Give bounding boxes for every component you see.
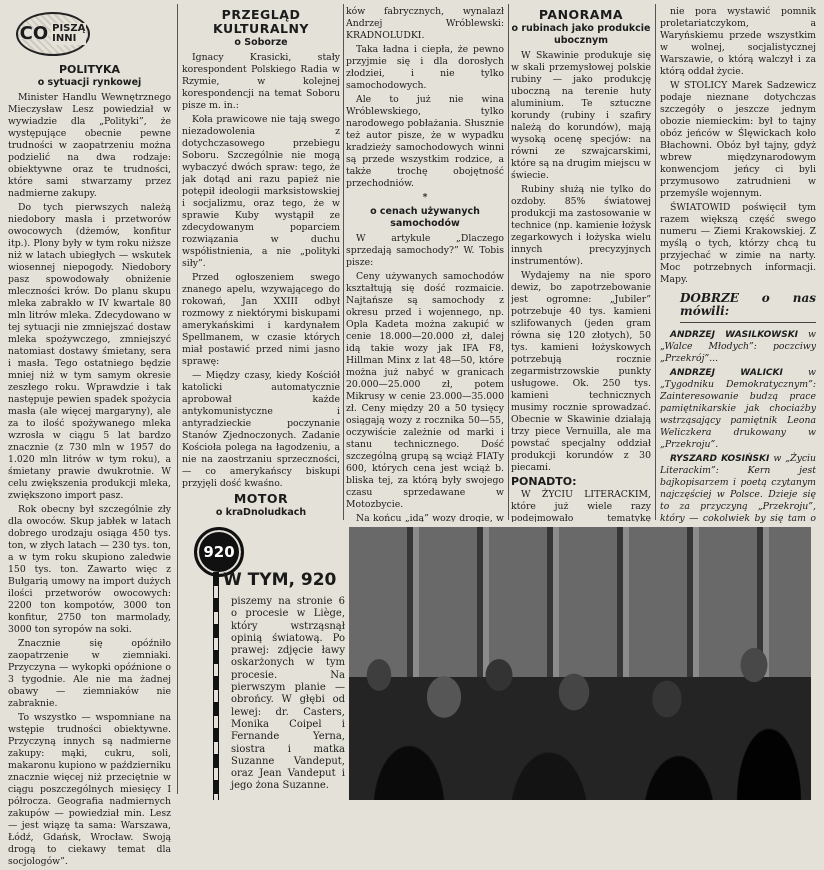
column-divider [343,4,344,520]
article-paragraph: To wszystko — wspomniane na wstępie trudności obiektywne. Przyczyną innych są nadmierne zakupy: mąki, cukru, soli, makaronu kupiono w październiku znacznie więcej niż przeciętnie w ciągu poszczególnych miesięcy I półrocza. Geografia nadmiernych zakupów — powiedział min. Lesz — jest wiązę ta sama: Warszawa, Łódź, Gdańsk, Wrocław. Swoją drogą to ciekawy temat dla socjologów”. [8,712,171,867]
column-panorama [511,6,651,522]
feature-caption: piszemy na stronie 6 o procesie w Liège, który wstrząsnął opinią światową. Po prawej: zdjęcie ławy oskarżonych w tym procesie. Na pierwszym planie — obrońcy. W głębi od lewej: dr. Casters, Monika Coipel i Fernande Yerna, siostra i matka Suzanne Vandeput, oraz Jean Vandeput i jego żona Suzanne. [231,596,345,792]
road-sign-920: 920 [194,527,244,577]
article-paragraph: W ŻYCIU LITERACKIM, które już wiele razy podejmowało tematykę [511,489,651,522]
article-paragraph: ków fabrycznych, wynalazł Andrzej Wróblewski: KRADNOLUDKI. [346,6,504,41]
separator-star: * [422,192,428,203]
article-paragraph: W artykule „Dlaczego sprzedają samochody?” W. Tobis pisze: [346,233,504,268]
column-divider [655,4,656,520]
column-przeglad-kulturalny [182,6,340,522]
article-paragraph: Minister Handlu Wewnętrznego Mieczysław Lesz powiedział w wywiadzie dla „Polityki”, że występujące obecnie pewne trudności w zaopatrzeniu można podzielić na dwa rodzaje: obiektywne oraz te trudności, które sami stwarzamy przez nadmierne zakupy. [8,92,171,199]
article-paragraph: Do tych pierwszych należą niedobory masła i przetworów owocowych (dżemów, konfitur itp.). Plony były w tym roku niższe niż w latach ubiegłych — wskutek wiosennej niepogody. Niedobory pasz spowodowały obniżenie mleczności krów. Do planu skupu mleka zabrakło w IV kwartale 80 mln litrów mleka. Zdecydowano w tej sytuacji nie zmniejszać dostaw mleka spożywczego, zmniejszyć natomiast dostawy śmietany, sera i masła. Tego ostatniego będzie mniej niż w tym samym okresie zeszłego roku. Wprawdzie i tak następuje pewien spadek spożycia masła (ale więcej margaryny), ale za to ilość spożywanego mleka wzrosła w ciągu 5 lat bardzo znacznie (z 730 mln w 1957 do 1.020 mln litrów w tym roku), a śmietany prawie dwukrotnie. W celu zwiększenia produkcji mleka, zwiększono import pasz. [8,202,171,501]
column-divider [177,4,178,794]
article-paragraph: Koła prawicowe nie tają swego niezadowolenia z dotychczasowego przebiegu Soboru. Szczególnie nie mogą wybaczyć dwóch spraw: tego, że jak dotąd ani razu papież nie potępił ideologii marksistowskiej i socjalizmu, oraz tego, że w sprawie Kuby wystąpił ze zdecydowanym poparciem rozwiązania w duchu współistnienia, a nie „polityki siły”. [182,114,340,269]
article-paragraph: — Między czasy, kiedy Kościół katolicki automatycznie aprobował każde antykomunistyczne i antyradzieckie poczynanie Stanów Zjednoczonych. Zadanie Kościoła polega na łagodzeniu, a nie na zaostrzaniu sprzeczności, — co amerykańscy biskupi przyjęli dość kwaśno. [182,370,340,489]
article-paragraph: Taka ładna i ciepła, że pewno przyjmie się i dla dorosłych złodziei, i nie tylko samochodowych. [346,44,504,91]
article-paragraph: ŚWIATOWID poświęcił tym razem większą część swego numeru — Ziemi Krakowskiej. Z myślą o tych, którzy chcą tu przyjechać w zimie na narty. Moc potrzebnych informacji. Mapy. [660,202,816,285]
subheading-rubiny: o rubinach jako produkcie ubocznym [511,23,651,46]
section-heading-panorama: PANORAMA [538,7,624,22]
section-heading-polityka: POLITYKA [58,63,121,76]
subheading-sytuacja-rynkowa: o sytuacji rynkowej [37,77,142,88]
subheading-ceny-samochodow: o cenach używanych samochodów [370,206,480,229]
section-heading-motor: MOTOR [233,491,289,506]
article-paragraph: Rok obecny był szczególnie zły dla owoców. Skup jabłek w latach dobrego urodzaju osiąga 450 tys. ton, w złych latach — 230 tys. ton, a w tym roku skupiono zaledwie 150 tys. ton. Zawarto więc z Bułgarią umowy na import dużych ilości przetworów owocowych: 2200 ton kompotów, 3000 ton konfitur, 2750 ton marmolady, 3000 ton syropów na soki. [8,504,171,635]
article-paragraph: Na końcu „idą” wozy drogie, w [356,513,504,522]
article-paragraph: Rubiny służą nie tylko do ozdoby. 85% światowej produkcji ma zastosowanie w technice (np. kamienie łożysk zegarkowych i łożyska wielu innych precyzyjnych instrumentów). [511,184,651,267]
article-paragraph: Ale to już nie wina Wróblewskiego, tylko narodowego pobłażania. Słusznie też autor pisze, że w wypadku kradzieży samochodowych winni są przede wszystkim rodzice, a także trochę obojętność przechodniów. [346,94,504,189]
sign-pole [213,572,219,800]
quote-item: ANDRZEJ WALICKI w „Tygodniku Demokratycznym”: Zainteresowanie budzą prace pamiętnikarskie jak chociażby wstrząsający pamiętnik Leona Weliczkera drukowany w „Przekroju”. [660,367,816,450]
co-pisza-inni-logo: CO PISZĄ INNI [16,12,90,56]
article-paragraph: Ignacy Krasicki, stały korespondent Polskiego Radia w Rzymie, w kolejnej korespondencji na temat Soboru pisze m. in.: [182,52,340,111]
article-paragraph: W STOLICY Marek Sadzewicz podaje nieznane dotychczas szczegóły o jeszcze jednym obozie niemieckim: był to tajny obóz jeńców w Ślęwickach koło Błachowni. Obóz był tajny, gdyż wbrew międzynarodowym konwencjom jeńcy ci byli przymusowo zatrudnieni w przemyśle wojennym. [660,80,816,199]
section-heading-ponadto: PONADTO: [511,475,577,488]
article-paragraph: W Skawinie produkuje się w skali przemysłowej polskie rubiny — jako produkcję uboczną na terenie huty aluminium. Te sztuczne korundy (rubiny i szafiry należą do korundów), mają wysoką ocenę specjów: na równi ze szwajcarskimi, które są na drugim miejscu w świecie. [511,50,651,181]
column-ponadto-dobrze [660,6,816,526]
dobrze-o-nas-mowili-heading: DOBRZE o nas mówili: [680,292,816,323]
article-paragraph: nie pora wystawić pomnik proletariatczykom, a Waryńskiemu przede wszystkim w wolnej, socjalistycznej Warszawie, o którą walczył i za którą oddał życie. [660,6,816,77]
article-paragraph: Ceny używanych samochodów kształtują się dość rozmaicie. Najtańsze są samochody z okresu przed i wojennego, np. Opla Kadeta można zakupić w cenie 18.000—20.000 zł, dalej idą takie wozy jak IFA F8, Hillman Minx z lat 48—50, które można już nabyć w granicach 20.000—25.000 zł, potem Mikrusy w cenie 23.000—35.000 zł. Ceny między 20 a 50 tysięcy osiągają wozy z rocznika 50—55, oczywiście zależnie od marki i stanu technicznego. Dość szczególną grupą są wciąż FIATy 600, których cena jest wciąż b. bliska tej, za którą były swojego czasu sprzedawane w Motozbycie. [346,271,504,510]
subheading-kradnoludki: o kraDnoludkach [215,507,307,518]
section-heading-przeglad-kulturalny: PRZEGLĄD KULTURALNY [213,7,309,36]
article-paragraph: Wydajemy na nie sporo dewiz, bo zapotrzebowanie jest ogromne: „Jubiler” potrzebuje 40 tys. kamieni szlifowanych (jeden gram równa się 120 złotych), 50 tys. kamieni łożyskowych potrzebują rocznie zegarmistrzowskie punkty usługowe. Ok. 250 tys. kamieni technicznych musimy rocznie sprowadzać. Obecnie w Skawinie działają trzy piece Vernuilla, ale ma powstać specjalny oddział produkcji korundów z 30 piecami. [511,270,651,473]
quote-item: RYSZARD KOSIŃSKI w „Życiu Literackim”: Kern jest bajkopisarzem i poetą czytanym najczęściej w Polsce. Dzieje się to za przyczyną „Przekroju”, który — cokolwiek by się tam o [660,453,816,524]
column-divider [508,4,509,520]
feature-title: W TYM, 920 [223,570,337,590]
article-paragraph: Przed ogłoszeniem swego znanego apelu, wzywającego do rokowań, Jan XXIII odbył rozmowy z niektórymi biskupami amerykańskimi i kardynałem Spellmanem, w czasie których miał postawić przed nimi jasno sprawę: [182,272,340,367]
subheading-soborze: o Soborze [234,37,288,48]
column-polityka [8,6,171,870]
article-paragraph: Znacznie się opóźniło zaopatrzenie w ziemniaki. Przyczyna — wykopki opóźnione o 3 tygodnie. Ale nie ma żadnej obawy — ziemniaków nie zabraknie. [8,638,171,709]
quote-item: ANDRZEJ WASILKOWSKI w „Walce Młodych”: poczciwy „Przekrój”... [660,329,816,364]
column-samochody [346,6,504,522]
courtroom-photo [349,527,811,800]
